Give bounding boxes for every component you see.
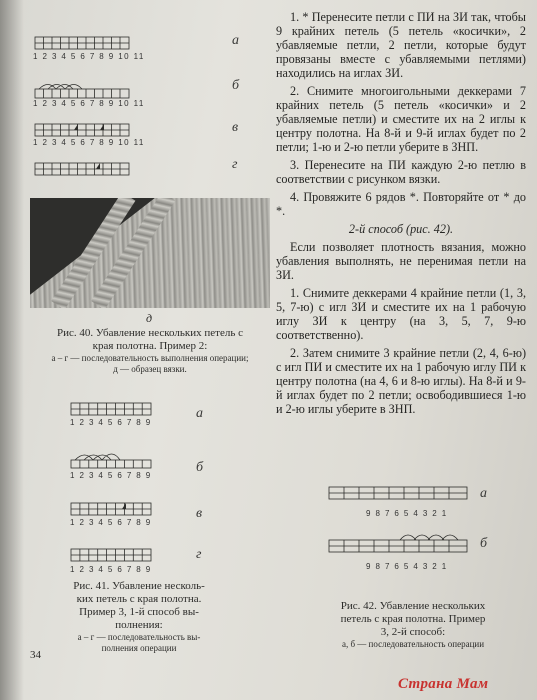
fig42-letter-a: а bbox=[480, 486, 487, 501]
step-2: 2. Снимите многоигольными деккерами 7 крайних петель (5 петель «косички» и 2 убавляемые петли) и сместите их на 2 иглы к центру полотна. На 8-й и 9-й иглах будет по 2 петли; 1-ю и 2-ю петли уберите в ЗНП. bbox=[276, 84, 526, 154]
fig41-numbers-c: 1 2 3 4 5 6 7 8 9 bbox=[70, 518, 152, 527]
fig41-caption: Рис. 41. Убавление несколь- ких петель с края полотна. Пример 3, 1-й способ вы- полнения: а – г — последовательность вы- полнения операции bbox=[73, 580, 205, 653]
main-text bbox=[276, 10, 526, 420]
binding-shadow bbox=[0, 0, 24, 700]
fig40-numbers-b: 1 2 3 4 5 6 7 8 9 10 11 bbox=[33, 99, 145, 108]
fig41-chart-c bbox=[70, 500, 154, 518]
fig40-numbers-c: 1 2 3 4 5 6 7 8 9 10 11 bbox=[33, 138, 145, 147]
fig40-chart-d bbox=[34, 160, 130, 178]
fig42-numbers-a: 9 8 7 6 5 4 3 2 1 bbox=[366, 509, 448, 518]
method-2-step-2: 2. Затем снимите 3 крайние петли (2, 4, 6-ю) с игл ПИ и сместите их на 1 рабочую иглу ПИ к центру полотна (на 4, 6 и 8-ю иглы). На 8-й и 9-й иглах будет по 2 петли; освободившиеся 1-ю и 2-ю иглы уберите в ЗНП. bbox=[276, 346, 526, 416]
fig41-numbers-b: 1 2 3 4 5 6 7 8 9 bbox=[70, 471, 152, 480]
step-3: 3. Перенесите на ПИ каждую 2-ю петлю в соответствии с рисунком вязки. bbox=[276, 158, 526, 186]
fig40-letter-b: б bbox=[232, 78, 240, 93]
fig42-chart-a bbox=[328, 484, 468, 502]
knitting-sample-photo bbox=[30, 198, 270, 308]
fig42-caption: Рис. 42. Убавление нескольких петель с края полотна. Пример 3, 2-й способ: а, б — последовательность операции bbox=[340, 600, 486, 649]
method-2-step-1: 1. Снимите деккерами 4 крайние петли (1, 3, 5, 7-ю) с игл ЗИ и сместите их на 1 рабочую иглу ЗИ к центру (на 3, 5, 7, 9-ю соответственно). bbox=[276, 286, 526, 342]
fig40-numbers-a: 1 2 3 4 5 6 7 8 9 10 11 bbox=[33, 52, 145, 61]
fig42-chart-b bbox=[328, 528, 468, 556]
method-2-heading: 2-й способ (рис. 42). bbox=[348, 222, 454, 236]
fig40-letter-d: г bbox=[232, 157, 238, 172]
fig40-caption: Рис. 40. Убавление нескольких петель с края полотна. Пример 2: а – г — последовательность выполнения операции; д — образец вязки. bbox=[51, 327, 249, 374]
fig41-letter-d: г bbox=[196, 547, 202, 562]
step-1: 1. * Перенесите петли с ПИ на ЗИ так, чтобы 9 крайних петель (5 петель «косички», 2 убавляемые петли, 2 петли, которые будут провязаны вместе с убавляемыми петлями) находились на иглах ЗИ. bbox=[276, 10, 526, 80]
site-watermark: Страна Мам bbox=[398, 676, 489, 692]
fig41-chart-b bbox=[70, 446, 154, 470]
method-2-intro: Если позволяет плотность вязания, можно убавления выполнять, не перенимая петли на ЗИ. bbox=[276, 240, 526, 282]
fig41-chart-a bbox=[70, 400, 154, 418]
page-number: 34 bbox=[30, 649, 41, 661]
fig41-letter-c: в bbox=[196, 506, 203, 521]
fig40-letter-a: а bbox=[232, 33, 239, 48]
fig42-numbers-b: 9 8 7 6 5 4 3 2 1 bbox=[366, 562, 448, 571]
fig40-chart-c bbox=[34, 122, 130, 138]
fig41-numbers-d: 1 2 3 4 5 6 7 8 9 bbox=[70, 565, 152, 574]
fig40-chart-a bbox=[34, 34, 130, 54]
step-4: 4. Провяжите 6 рядов *. Повторяйте от * до *. bbox=[276, 190, 526, 218]
fig41-chart-d bbox=[70, 546, 154, 564]
fig42-letter-b: б bbox=[480, 536, 488, 551]
fig41-numbers-a: 1 2 3 4 5 6 7 8 9 bbox=[70, 418, 152, 427]
fig40-photo-label: д bbox=[146, 311, 153, 325]
fig41-letter-b: б bbox=[196, 460, 204, 475]
fig40-letter-c: в bbox=[232, 120, 239, 135]
fig40-chart-b bbox=[34, 80, 130, 100]
fig41-letter-a: а bbox=[196, 406, 203, 421]
